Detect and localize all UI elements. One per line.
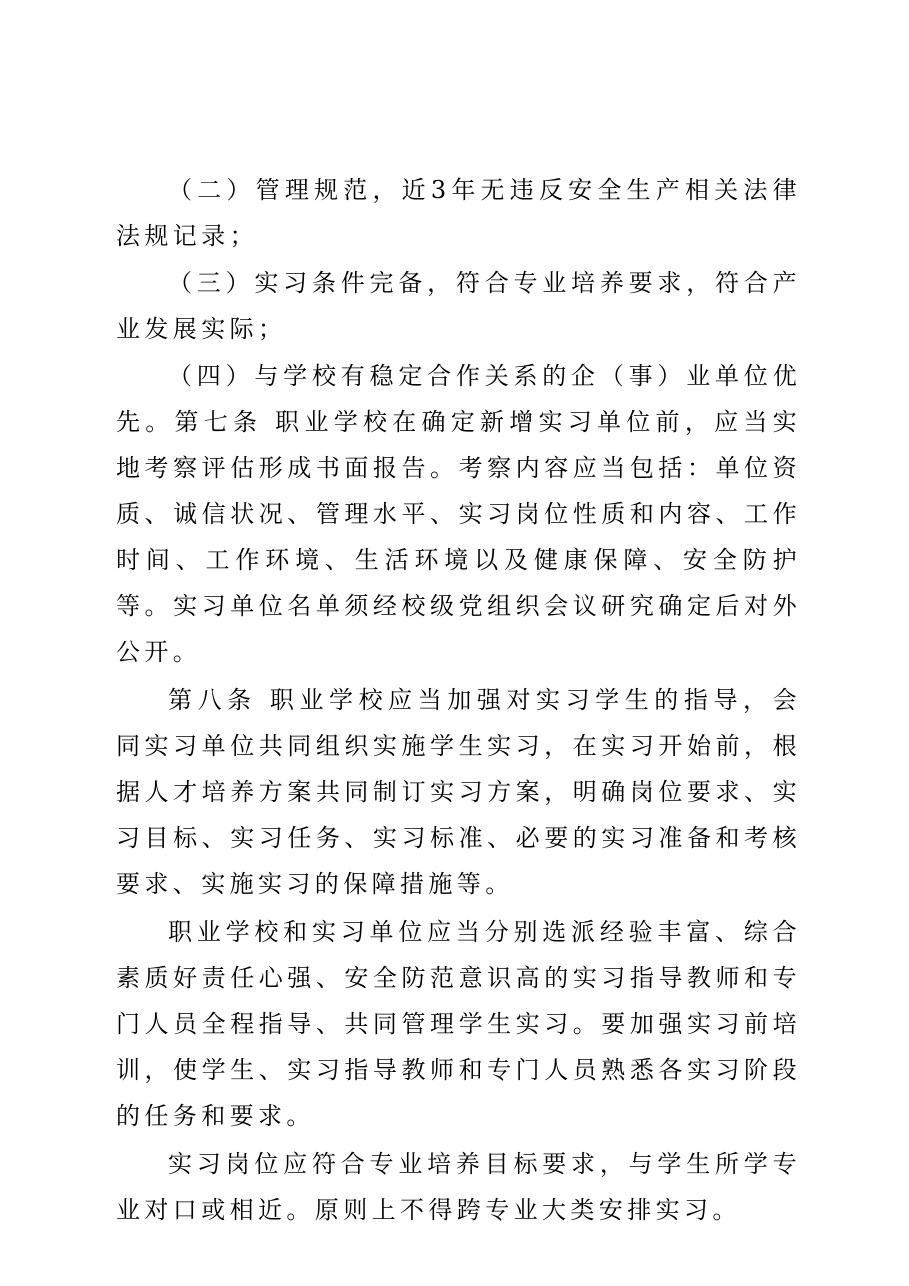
paragraph-stable-cooperation-article-7: （四）与学校有稳定合作关系的企（事）业单位优先。第七条 职业学校在确定新增实习单位前，应当实地考察评估形成书面报告。考察内容应当包括：单位资质、诚信状况、管理水平、实习岗位性质和内容、工作时间、工作环境、生活环境以及健康保障、安全防护等。实习单位名单须经校级党组织会议研究确定后对外公开。 bbox=[116, 362, 801, 666]
paragraph-management-standard: （二）管理规范，近3年无违反安全生产相关法律法规记录； bbox=[116, 176, 801, 250]
document-page bbox=[116, 167, 801, 1233]
paragraph-article-8: 第八条 职业学校应当加强对实习学生的指导，会同实习单位共同组织实施学生实习，在实习开始前，根据人才培养方案共同制订实习方案，明确岗位要求、实习目标、实习任务、实习标准、必要的实习准备和考核要求、实施实习的保障措施等。 bbox=[116, 686, 801, 898]
paragraph-internship-positions: 实习岗位应符合专业培养目标要求，与学生所学专业对口或相近。原则上不得跨专业大类安排实习。 bbox=[116, 1150, 801, 1224]
paragraph-instructors: 职业学校和实习单位应当分别选派经验丰富、综合素质好责任心强、安全防范意识高的实习指导教师和专门人员全程指导、共同管理学生实习。要加强实习前培训，使学生、实习指导教师和专门人员熟悉各实习阶段的任务和要求。 bbox=[116, 918, 801, 1130]
paragraph-internship-conditions: （三）实习条件完备，符合专业培养要求，符合产业发展实际； bbox=[116, 269, 801, 343]
